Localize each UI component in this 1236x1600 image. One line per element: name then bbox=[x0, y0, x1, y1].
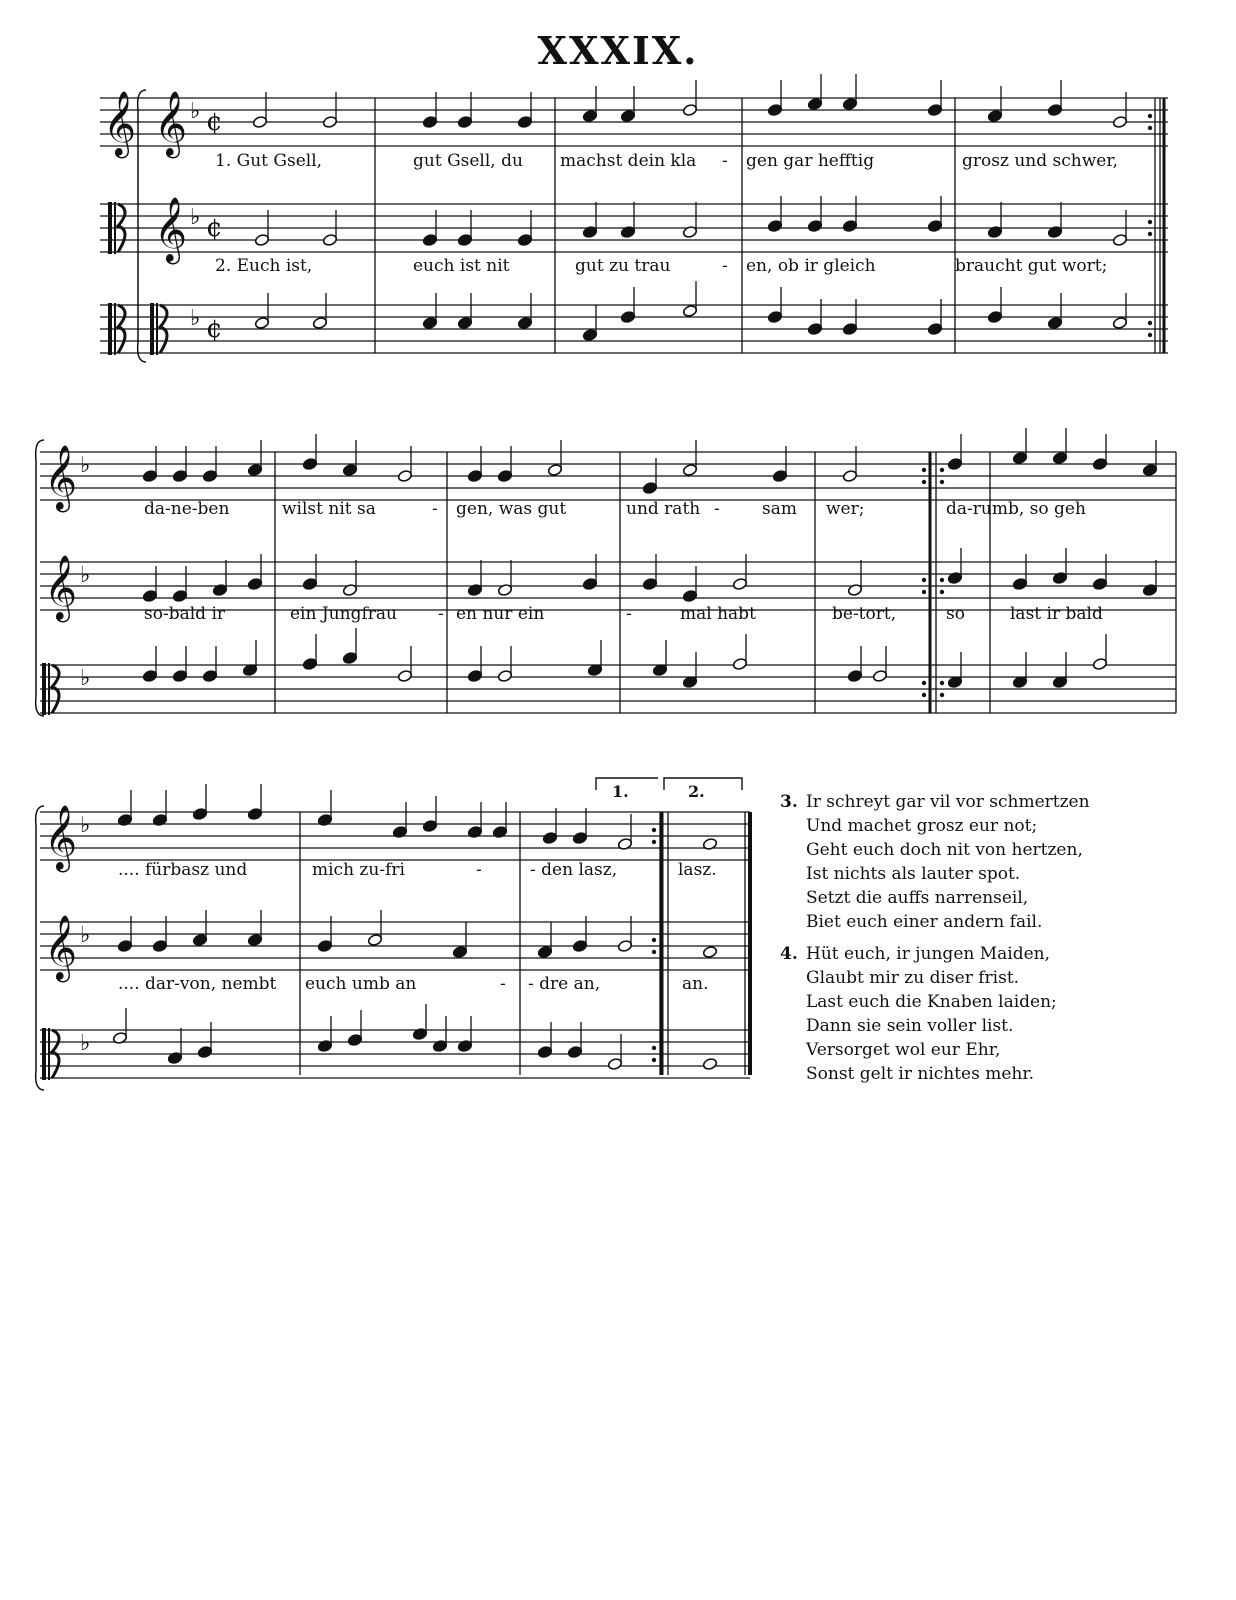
lyric-s3-v1-3: - bbox=[476, 860, 482, 880]
verse-3 bbox=[780, 790, 1090, 934]
treble-clef-icon: 𝄞 bbox=[44, 445, 78, 510]
lyric-s3-v1-5: lasz. bbox=[678, 860, 717, 880]
verse-line: Geht euch doch nit von hertzen, bbox=[806, 840, 1083, 860]
alto-clef-icon bbox=[150, 303, 154, 355]
system-brace bbox=[138, 90, 146, 362]
lyric-s3-v2-3: - bbox=[500, 974, 506, 994]
lyric-s2-v2-9: last ir bald bbox=[1010, 604, 1103, 624]
repeat-dot bbox=[652, 1046, 656, 1050]
alto-clef-icon bbox=[108, 303, 112, 355]
repeat-dot bbox=[940, 693, 944, 697]
repeat-dot bbox=[940, 681, 944, 685]
treble-clef-icon: 𝄞 bbox=[154, 197, 188, 262]
alto-clef-icon bbox=[114, 202, 116, 254]
repeat-dot bbox=[922, 693, 926, 697]
repeat-dot bbox=[652, 1058, 656, 1062]
repeat-dot bbox=[1148, 333, 1152, 337]
verse-line: Hüt euch, ir jungen Maiden, bbox=[806, 944, 1051, 964]
note-head bbox=[702, 1057, 717, 1070]
repeat-dot bbox=[1148, 114, 1152, 118]
note-head bbox=[702, 945, 717, 958]
verse-number: 3. bbox=[780, 792, 798, 812]
lyric-s2-v1-2: wilst nit sa bbox=[282, 499, 376, 519]
cut-time-icon: ¢ bbox=[206, 107, 223, 137]
flat-icon: ♭ bbox=[80, 563, 91, 588]
lyric-s2-v2-1: so-bald ir bbox=[144, 604, 226, 624]
flat-icon: ♭ bbox=[190, 99, 201, 124]
treble-clef-icon: 𝄞 bbox=[103, 91, 137, 156]
lyric-s2-v1-4: gen, was gut bbox=[456, 499, 567, 519]
lyric-s3-v1-4: - den lasz, bbox=[530, 860, 618, 880]
lyric-s2-v1-9: da-rumb, so geh bbox=[946, 499, 1086, 519]
repeat-dot bbox=[922, 578, 926, 582]
lyric-s3-v1-2: mich zu-fri bbox=[312, 860, 405, 880]
lyric-s1-v1-3: machst dein kla bbox=[560, 151, 697, 171]
repeat-dot bbox=[652, 828, 656, 832]
lyric-s1-v2-3: gut zu trau bbox=[575, 256, 671, 276]
alto-clef-icon bbox=[156, 303, 158, 355]
lyric-s1-v1-6: grosz und schwer, bbox=[962, 151, 1118, 171]
lyric-s2-v2-6: mal habt bbox=[680, 604, 756, 624]
verse-number: 4. bbox=[780, 944, 798, 964]
lyric-s2-v2-7: be-tort, bbox=[832, 604, 897, 624]
cut-time-icon: ¢ bbox=[206, 314, 223, 344]
lyric-s2-v1-7: sam bbox=[762, 499, 797, 519]
lyric-s1-v2-1: 2. Euch ist, bbox=[215, 256, 313, 276]
verse-line: Dann sie sein voller list. bbox=[806, 1016, 1014, 1036]
verse-line: Und machet grosz eur not; bbox=[806, 816, 1038, 836]
lyric-s2-v1-3: - bbox=[432, 499, 438, 519]
volta-label-1: 1. bbox=[612, 782, 629, 801]
verse-4 bbox=[780, 942, 1090, 1086]
lyric-s2-v1-8: wer; bbox=[826, 499, 865, 519]
repeat-dot bbox=[922, 681, 926, 685]
flat-icon: ♭ bbox=[190, 306, 201, 331]
verse-line: Versorget wol eur Ehr, bbox=[806, 1040, 1001, 1060]
lyric-s2-v2-3: - bbox=[438, 604, 444, 624]
lyric-s2-v1-5: und rath bbox=[626, 499, 701, 519]
lyric-s3-v1-1: .... fürbasz und bbox=[118, 860, 248, 880]
page-title: XXXIX. bbox=[537, 28, 699, 73]
repeat-dot bbox=[652, 938, 656, 942]
lyric-s1-v1-2: gut Gsell, du bbox=[413, 151, 523, 171]
treble-clef-icon: 𝄞 bbox=[44, 915, 78, 980]
lyric-s1-v2-5: en, ob ir gleich bbox=[746, 256, 876, 276]
treble-clef-icon: 𝄞 bbox=[44, 555, 78, 620]
lyric-s3-v2-2: euch umb an bbox=[305, 974, 417, 994]
flat-icon: ♭ bbox=[80, 923, 91, 948]
lyric-s2-v1-1: da-ne-ben bbox=[144, 499, 230, 519]
lyric-s1-v2-2: euch ist nit bbox=[413, 256, 510, 276]
lyric-s3-v2-5: an. bbox=[682, 974, 709, 994]
flat-icon: ♭ bbox=[190, 205, 201, 230]
lyric-s2-v2-5: - bbox=[626, 604, 632, 624]
repeat-dot bbox=[652, 950, 656, 954]
verse-line: Ist nichts als lauter spot. bbox=[806, 864, 1021, 884]
cut-time-icon: ¢ bbox=[206, 213, 223, 243]
flat-icon: ♭ bbox=[80, 813, 91, 838]
lyric-s3-v2-4: - dre an, bbox=[528, 974, 601, 994]
additional-verses bbox=[780, 790, 1090, 1094]
alto-clef-icon bbox=[114, 303, 116, 355]
volta-label-2: 2. bbox=[688, 782, 705, 801]
lyric-s1-v1-1: 1. Gut Gsell, bbox=[215, 151, 323, 171]
repeat-dot bbox=[1148, 126, 1152, 130]
alto-clef-icon bbox=[48, 663, 50, 715]
repeat-dot bbox=[652, 840, 656, 844]
treble-clef-icon: 𝄞 bbox=[154, 91, 188, 156]
lyric-s1-v2-4: - bbox=[722, 256, 728, 276]
repeat-dot bbox=[940, 468, 944, 472]
verse-line: Setzt die auffs narrenseil, bbox=[806, 888, 1029, 908]
repeat-dot bbox=[922, 480, 926, 484]
treble-clef-icon: 𝄞 bbox=[44, 805, 78, 870]
flat-icon: ♭ bbox=[80, 666, 91, 691]
verse-line: Ir schreyt gar vil vor schmertzen bbox=[806, 792, 1090, 812]
lyric-s2-v2-8: so bbox=[946, 604, 965, 624]
verse-line: Last euch die Knaben laiden; bbox=[806, 992, 1057, 1012]
alto-clef-icon bbox=[42, 663, 46, 715]
repeat-dot bbox=[1148, 232, 1152, 236]
repeat-dot bbox=[940, 480, 944, 484]
verse-line: Sonst gelt ir nichtes mehr. bbox=[806, 1064, 1035, 1084]
alto-clef-icon bbox=[108, 202, 112, 254]
alto-clef-icon bbox=[48, 1028, 50, 1080]
lyric-s1-v1-4: - bbox=[722, 151, 728, 171]
flat-icon: ♭ bbox=[80, 453, 91, 478]
lyric-s2-v2-4: en nur ein bbox=[456, 604, 545, 624]
alto-clef-icon bbox=[42, 1028, 46, 1080]
repeat-dot bbox=[940, 590, 944, 594]
repeat-dot bbox=[922, 590, 926, 594]
verse-line: Biet euch einer andern fail. bbox=[806, 912, 1043, 932]
lyric-s1-v2-6: braucht gut wort; bbox=[955, 256, 1108, 276]
repeat-dot bbox=[1148, 321, 1152, 325]
lyric-s2-v2-2: ein Jungfrau bbox=[290, 604, 397, 624]
repeat-dot bbox=[940, 578, 944, 582]
repeat-dot bbox=[1148, 220, 1152, 224]
lyric-s2-v1-6: - bbox=[714, 499, 720, 519]
verse-line: Glaubt mir zu diser frist. bbox=[806, 968, 1020, 988]
flat-icon: ♭ bbox=[80, 1031, 91, 1056]
lyric-s3-v2-1: .... dar-von, nembt bbox=[118, 974, 277, 994]
lyric-s1-v1-5: gen gar hefftig bbox=[746, 151, 875, 171]
repeat-dot bbox=[922, 468, 926, 472]
